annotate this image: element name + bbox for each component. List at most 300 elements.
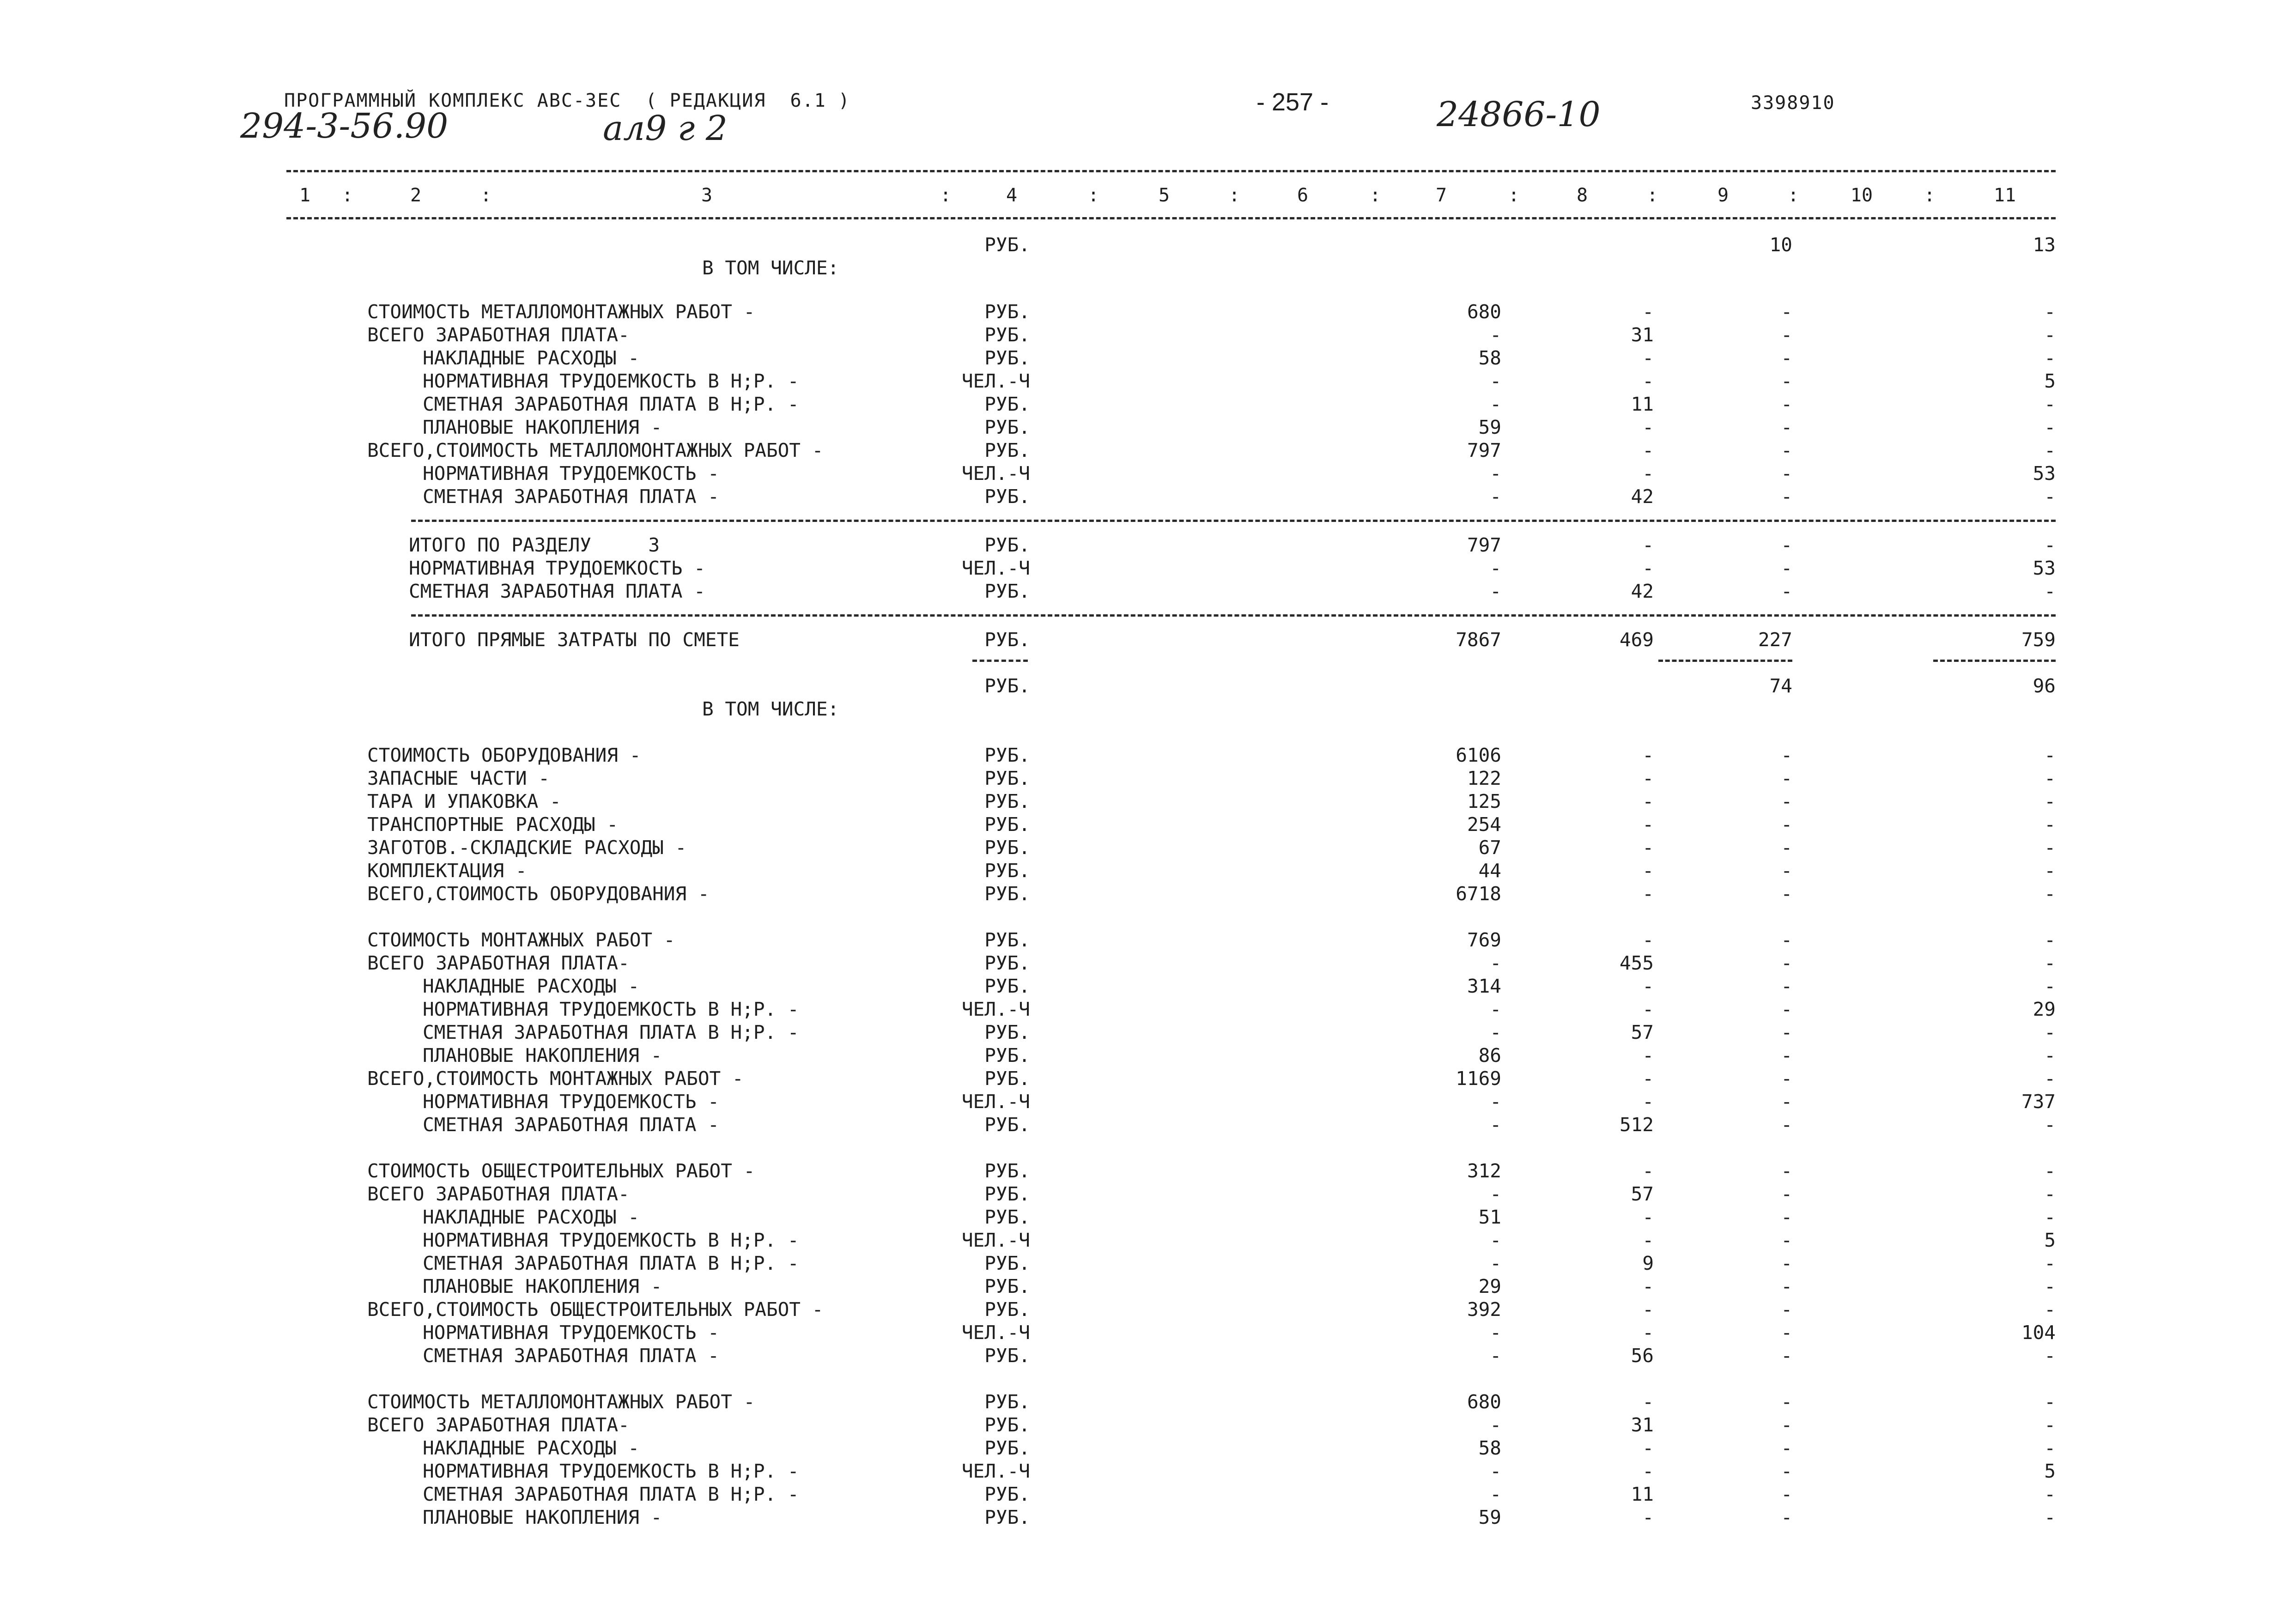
cell-col11: -	[2044, 1506, 2056, 1528]
row-unit: РУБ.	[984, 744, 1030, 766]
cell-col9: 74	[1769, 675, 1792, 697]
cell-col7: -	[1490, 1183, 1501, 1205]
row-label: СТОИМОСТЬ МЕТАЛЛОМОНТАЖНЫХ РАБОТ -	[367, 1391, 755, 1413]
row-label: ПЛАНОВЫЕ НАКОПЛЕНИЯ -	[423, 1506, 662, 1528]
cell-col9: -	[1781, 1160, 1792, 1182]
cell-col11: -	[2044, 1437, 2056, 1459]
cell-col11: 53	[2033, 557, 2056, 579]
cell-col9: 10	[1769, 234, 1792, 256]
cell-col8: -	[1642, 860, 1654, 882]
cell-col11: 104	[2021, 1321, 2056, 1344]
table-row	[0, 1344, 2294, 1367]
cell-col11: -	[2044, 1275, 2056, 1297]
table-row	[0, 557, 2294, 580]
table-row	[0, 1483, 2294, 1506]
col-number-1: 1	[299, 185, 311, 206]
cell-col7: 392	[1467, 1298, 1501, 1321]
row-label: ВСЕГО,СТОИМОСТЬ МОНТАЖНЫХ РАБОТ -	[367, 1067, 744, 1090]
row-label: ВСЕГО ЗАРАБОТНАЯ ПЛАТА-	[367, 952, 630, 974]
col9-underline	[1658, 660, 1792, 662]
cell-col7: -	[1490, 1114, 1501, 1136]
row-label: СМЕТНАЯ ЗАРАБОТНАЯ ПЛАТА -	[423, 1345, 719, 1367]
cell-col11: -	[2044, 485, 2056, 508]
row-label: НАКЛАДНЫЕ РАСХОДЫ -	[423, 1437, 639, 1459]
cell-col7: -	[1490, 580, 1501, 602]
cell-col9: -	[1781, 580, 1792, 602]
cell-col8: -	[1642, 1206, 1654, 1228]
cell-col11: -	[2044, 1067, 2056, 1090]
cell-col7: -	[1490, 324, 1501, 346]
col-sep: :	[1924, 185, 1936, 206]
cell-col11: 759	[2021, 629, 2056, 651]
cell-col8: -	[1642, 1067, 1654, 1090]
col-number-7: 7	[1435, 185, 1447, 206]
table-row	[0, 1460, 2294, 1483]
row-label: ПЛАНОВЫЕ НАКОПЛЕНИЯ -	[423, 1275, 662, 1297]
row-label: ТРАНСПОРТНЫЕ РАСХОДЫ -	[367, 813, 619, 836]
col-number-5: 5	[1158, 185, 1170, 206]
cell-col7: 44	[1478, 860, 1501, 882]
row-label: НАКЛАДНЫЕ РАСХОДЫ -	[423, 975, 639, 997]
row-label: ТАРА И УПАКОВКА -	[367, 790, 561, 812]
cell-col11: -	[2044, 1021, 2056, 1043]
cell-col11: -	[2044, 767, 2056, 789]
row-label: ВСЕГО,СТОИМОСТЬ МЕТАЛЛОМОНТАЖНЫХ РАБОТ -	[367, 439, 824, 461]
cell-col8: -	[1642, 1298, 1654, 1321]
row-label: НОРМАТИВНАЯ ТРУДОЕМКОСТЬ В Н;Р. -	[423, 1229, 799, 1251]
row-unit: ЧЕЛ.-Ч	[961, 1091, 1030, 1113]
col-number-8: 8	[1576, 185, 1588, 206]
cell-col8: 57	[1631, 1183, 1654, 1205]
cell-col7: -	[1490, 557, 1501, 579]
row-label: НОРМАТИВНАЯ ТРУДОЕМКОСТЬ В Н;Р. -	[423, 998, 799, 1020]
cell-col8: -	[1642, 301, 1654, 323]
table-row	[0, 836, 2294, 859]
table-row	[0, 323, 2294, 346]
cell-col9: -	[1781, 301, 1792, 323]
row-label: НАКЛАДНЫЕ РАСХОДЫ -	[423, 1206, 639, 1228]
cell-col9: -	[1781, 1229, 1792, 1251]
row-unit: РУБ.	[984, 1183, 1030, 1205]
table-row	[0, 1436, 2294, 1460]
cell-col7: 125	[1467, 790, 1501, 812]
cell-col9: -	[1781, 1044, 1792, 1067]
table-row	[0, 859, 2294, 882]
table-row	[0, 998, 2294, 1021]
cell-col8: -	[1642, 1229, 1654, 1251]
cell-col11: 737	[2021, 1091, 2056, 1113]
row-unit: РУБ.	[984, 301, 1030, 323]
cell-col9: -	[1781, 1437, 1792, 1459]
section-rule	[411, 520, 2056, 522]
row-unit: РУБ.	[984, 790, 1030, 812]
row-label: ИТОГО ПРЯМЫЕ ЗАТРАТЫ ПО СМЕТЕ	[409, 629, 740, 651]
cell-col7: -	[1490, 370, 1501, 392]
row-label: СТОИМОСТЬ ОБЩЕСТРОИТЕЛЬНЫХ РАБОТ -	[367, 1160, 755, 1182]
table-row	[0, 1229, 2294, 1252]
cell-col9: -	[1781, 1091, 1792, 1113]
row-unit: РУБ.	[984, 580, 1030, 602]
cell-col7: 7867	[1456, 629, 1501, 651]
row-unit: РУБ.	[984, 347, 1030, 369]
table-row	[0, 1275, 2294, 1298]
table-row	[0, 416, 2294, 439]
cell-col7: 59	[1478, 416, 1501, 438]
col-sep: :	[940, 185, 952, 206]
cell-col9: -	[1781, 462, 1792, 485]
program-header: ПРОГРАММНЫЙ КОМПЛЕКС АВС-ЗЕС ( РЕДАКЦИЯ 6.1 )	[284, 90, 850, 111]
cell-col7: 58	[1478, 347, 1501, 369]
table-row	[0, 1067, 2294, 1090]
table-row	[0, 1506, 2294, 1529]
header-rule-top	[286, 170, 2056, 172]
handwritten-album: ал9 г 2	[603, 109, 728, 148]
cell-col8: -	[1642, 1044, 1654, 1067]
cell-col9: -	[1781, 1483, 1792, 1505]
cell-col9: -	[1781, 1183, 1792, 1205]
table-row	[0, 1298, 2294, 1321]
row-unit: РУБ.	[984, 836, 1030, 859]
table-row	[0, 580, 2294, 603]
row-label: ИТОГО ПО РАЗДЕЛУ 3	[409, 534, 660, 556]
row-unit: ЧЕЛ.-Ч	[961, 462, 1030, 485]
row-unit: РУБ.	[984, 1044, 1030, 1067]
cell-col8: -	[1642, 836, 1654, 859]
cell-col7: 86	[1478, 1044, 1501, 1067]
col-sep: :	[1088, 185, 1099, 206]
cell-col8: -	[1642, 1506, 1654, 1528]
cell-col9: -	[1781, 836, 1792, 859]
cell-col8: 31	[1631, 324, 1654, 346]
cell-col7: -	[1490, 393, 1501, 415]
table-row	[0, 951, 2294, 975]
cell-col7: -	[1490, 1252, 1501, 1274]
cell-col8: 56	[1631, 1345, 1654, 1367]
row-unit: РУБ.	[984, 1206, 1030, 1228]
col-number-3: 3	[701, 185, 713, 206]
col-sep: :	[1788, 185, 1799, 206]
handwritten-doc-number: 24866-10	[1437, 95, 1601, 134]
table-row	[0, 393, 2294, 416]
cell-col9: -	[1781, 1321, 1792, 1344]
cell-col9: -	[1781, 557, 1792, 579]
table-row	[0, 1321, 2294, 1344]
table-row	[0, 370, 2294, 393]
row-unit: РУБ.	[984, 767, 1030, 789]
cell-col7: -	[1490, 1483, 1501, 1505]
cell-col11: 5	[2044, 370, 2056, 392]
row-label: ЗАГОТОВ.-СКЛАДСКИЕ РАСХОДЫ -	[367, 836, 687, 859]
cell-col11: -	[2044, 1252, 2056, 1274]
page-number: - 257 -	[1256, 88, 1329, 116]
cell-col9: -	[1781, 998, 1792, 1020]
row-label: СМЕТНАЯ ЗАРАБОТНАЯ ПЛАТА -	[409, 580, 705, 602]
row-unit: РУБ.	[984, 1345, 1030, 1367]
cell-col7: -	[1490, 1091, 1501, 1113]
table-row	[0, 256, 2294, 279]
row-label: СМЕТНАЯ ЗАРАБОТНАЯ ПЛАТА В Н;Р. -	[423, 1252, 799, 1274]
row-label: НОРМАТИВНАЯ ТРУДОЕМКОСТЬ -	[409, 557, 705, 579]
cell-col7: 797	[1467, 439, 1501, 461]
cell-col7: 314	[1467, 975, 1501, 997]
row-label: ПЛАНОВЫЕ НАКОПЛЕНИЯ -	[423, 416, 662, 438]
row-label: НОРМАТИВНАЯ ТРУДОЕМКОСТЬ -	[423, 1091, 719, 1113]
cell-col9: -	[1781, 1506, 1792, 1528]
cell-col8: -	[1642, 998, 1654, 1020]
cell-col9: -	[1781, 952, 1792, 974]
row-unit: ЧЕЛ.-Ч	[961, 370, 1030, 392]
table-row	[0, 790, 2294, 813]
row-label: СМЕТНАЯ ЗАРАБОТНАЯ ПЛАТА -	[423, 485, 719, 508]
cell-col9: -	[1781, 439, 1792, 461]
col-sep: :	[1370, 185, 1381, 206]
row-unit: РУБ.	[984, 234, 1030, 256]
cell-col8: -	[1642, 534, 1654, 556]
cell-col11: 5	[2044, 1460, 2056, 1482]
row-unit: РУБ.	[984, 1067, 1030, 1090]
cell-col8: -	[1642, 767, 1654, 789]
cell-col11: -	[2044, 1483, 2056, 1505]
table-row	[0, 1206, 2294, 1229]
row-unit: ЧЕЛ.-Ч	[961, 998, 1030, 1020]
cell-col11: 29	[2033, 998, 2056, 1020]
table-row	[0, 1090, 2294, 1113]
cell-col7: 769	[1467, 929, 1501, 951]
row-unit: РУБ.	[984, 860, 1030, 882]
handwritten-project-code: 294-3-56.90	[240, 106, 449, 146]
cell-col7: -	[1490, 485, 1501, 508]
row-unit: РУБ.	[984, 1391, 1030, 1413]
table-row	[0, 439, 2294, 462]
cell-col7: 6718	[1456, 883, 1501, 905]
table-row	[0, 767, 2294, 790]
cell-col9: -	[1781, 534, 1792, 556]
table-row	[0, 533, 2294, 557]
section-rule	[411, 614, 2056, 617]
table-row	[0, 1044, 2294, 1067]
cell-col8: -	[1642, 416, 1654, 438]
cell-col8: -	[1642, 462, 1654, 485]
cell-col7: -	[1490, 1414, 1501, 1436]
cell-col11: -	[2044, 929, 2056, 951]
cell-col8: -	[1642, 1391, 1654, 1413]
cell-col11: 13	[2033, 234, 2056, 256]
cell-col8: -	[1642, 975, 1654, 997]
cell-col9: -	[1781, 347, 1792, 369]
row-unit: РУБ.	[984, 813, 1030, 836]
col-number-4: 4	[1006, 185, 1018, 206]
col-number-9: 9	[1717, 185, 1729, 206]
cell-col7: 29	[1478, 1275, 1501, 1297]
cell-col9: -	[1781, 813, 1792, 836]
cell-col11: -	[2044, 1391, 2056, 1413]
cell-col9: -	[1781, 1252, 1792, 1274]
cell-col8: -	[1642, 1091, 1654, 1113]
cell-col7: 680	[1467, 1391, 1501, 1413]
cell-col8: 469	[1619, 629, 1654, 651]
cell-col8: -	[1642, 347, 1654, 369]
cell-col8: 455	[1619, 952, 1654, 974]
row-unit: РУБ.	[984, 1114, 1030, 1136]
cell-col8: 42	[1631, 485, 1654, 508]
table-row	[0, 697, 2294, 721]
row-unit: РУБ.	[984, 629, 1030, 651]
cell-col11: -	[2044, 439, 2056, 461]
col11-underline	[1933, 660, 2056, 662]
row-label: СМЕТНАЯ ЗАРАБОТНАЯ ПЛАТА В Н;Р. -	[423, 1021, 799, 1043]
stamp-number: 3398910	[1751, 92, 1835, 114]
cell-col11: -	[2044, 836, 2056, 859]
row-unit: РУБ.	[984, 1021, 1030, 1043]
cell-col9: -	[1781, 324, 1792, 346]
cell-col11: -	[2044, 301, 2056, 323]
cell-col7: 59	[1478, 1506, 1501, 1528]
cell-col11: -	[2044, 1414, 2056, 1436]
cell-col8: 42	[1631, 580, 1654, 602]
cell-col7: 254	[1467, 813, 1501, 836]
col-number-10: 10	[1850, 185, 1873, 206]
cell-col11: -	[2044, 1044, 2056, 1067]
row-label: ВСЕГО ЗАРАБОТНАЯ ПЛАТА-	[367, 1183, 630, 1205]
table-row	[0, 485, 2294, 508]
row-unit: РУБ.	[984, 534, 1030, 556]
col-sep: :	[480, 185, 492, 206]
row-unit: РУБ.	[984, 416, 1030, 438]
cell-col7: -	[1490, 1460, 1501, 1482]
row-unit: РУБ.	[984, 1414, 1030, 1436]
cell-col11: -	[2044, 952, 2056, 974]
row-label: ВСЕГО ЗАРАБОТНАЯ ПЛАТА-	[367, 1414, 630, 1436]
cell-col8: -	[1642, 1160, 1654, 1182]
table-row	[0, 1252, 2294, 1275]
cell-col7: 1169	[1456, 1067, 1501, 1090]
cell-col8: 9	[1642, 1252, 1654, 1274]
cell-col8: -	[1642, 790, 1654, 812]
cell-col7: 6106	[1456, 744, 1501, 766]
table-row	[0, 300, 2294, 323]
cell-col8: -	[1642, 813, 1654, 836]
cell-col11: -	[2044, 790, 2056, 812]
row-label: В ТОМ ЧИСЛЕ:	[702, 698, 839, 720]
table-row	[0, 813, 2294, 836]
cell-col9: -	[1781, 1414, 1792, 1436]
table-row	[0, 346, 2294, 370]
cell-col9: -	[1781, 1275, 1792, 1297]
table-row	[0, 1113, 2294, 1136]
cell-col8: 57	[1631, 1021, 1654, 1043]
cell-col9: -	[1781, 1345, 1792, 1367]
cell-col9: -	[1781, 1114, 1792, 1136]
col-number-11: 11	[1993, 185, 2016, 206]
row-unit: РУБ.	[984, 1483, 1030, 1505]
cell-col8: -	[1642, 744, 1654, 766]
cell-col8: -	[1642, 1437, 1654, 1459]
cell-col7: 51	[1478, 1206, 1501, 1228]
cell-col8: -	[1642, 1321, 1654, 1344]
unit-underline	[972, 660, 1028, 662]
row-unit: РУБ.	[984, 952, 1030, 974]
table-row	[0, 1182, 2294, 1206]
cell-col9: -	[1781, 929, 1792, 951]
cell-col8: -	[1642, 370, 1654, 392]
table-row	[0, 233, 2294, 256]
cell-col9: -	[1781, 1460, 1792, 1482]
row-label: НОРМАТИВНАЯ ТРУДОЕМКОСТЬ -	[423, 1321, 719, 1344]
cell-col9: -	[1781, 416, 1792, 438]
cell-col8: 31	[1631, 1414, 1654, 1436]
cell-col9: -	[1781, 1391, 1792, 1413]
row-label: НОРМАТИВНАЯ ТРУДОЕМКОСТЬ В Н;Р. -	[423, 1460, 799, 1482]
cell-col7: 797	[1467, 534, 1501, 556]
row-unit: ЧЕЛ.-Ч	[961, 1321, 1030, 1344]
cell-col7: -	[1490, 462, 1501, 485]
cell-col11: -	[2044, 393, 2056, 415]
cell-col11: -	[2044, 1160, 2056, 1182]
row-unit: РУБ.	[984, 1160, 1030, 1182]
row-unit: РУБ.	[984, 1298, 1030, 1321]
row-unit: РУБ.	[984, 675, 1030, 697]
cell-col11: -	[2044, 1298, 2056, 1321]
table-row	[0, 628, 2294, 651]
row-label: ВСЕГО ЗАРАБОТНАЯ ПЛАТА-	[367, 324, 630, 346]
cell-col11: -	[2044, 883, 2056, 905]
row-label: СМЕТНАЯ ЗАРАБОТНАЯ ПЛАТА В Н;Р. -	[423, 1483, 799, 1505]
cell-col11: -	[2044, 1206, 2056, 1228]
table-row	[0, 462, 2294, 485]
row-unit: РУБ.	[984, 929, 1030, 951]
row-label: СТОИМОСТЬ МЕТАЛЛОМОНТАЖНЫХ РАБОТ -	[367, 301, 755, 323]
cell-col7: -	[1490, 998, 1501, 1020]
cell-col8: -	[1642, 557, 1654, 579]
row-unit: РУБ.	[984, 1275, 1030, 1297]
cell-col11: 5	[2044, 1229, 2056, 1251]
cell-col7: 122	[1467, 767, 1501, 789]
cell-col8: -	[1642, 1275, 1654, 1297]
cell-col11: -	[2044, 1114, 2056, 1136]
row-unit: РУБ.	[984, 324, 1030, 346]
table-row	[0, 975, 2294, 998]
cell-col11: -	[2044, 347, 2056, 369]
header-rule-bottom	[286, 217, 2056, 219]
row-unit: РУБ.	[984, 485, 1030, 508]
row-label: СТОИМОСТЬ МОНТАЖНЫХ РАБОТ -	[367, 929, 675, 951]
row-label: НОРМАТИВНАЯ ТРУДОЕМКОСТЬ В Н;Р. -	[423, 370, 799, 392]
cell-col9: -	[1781, 975, 1792, 997]
cell-col11: -	[2044, 416, 2056, 438]
table-row	[0, 882, 2294, 905]
row-label: НАКЛАДНЫЕ РАСХОДЫ -	[423, 347, 639, 369]
cell-col7: 58	[1478, 1437, 1501, 1459]
table-row	[0, 928, 2294, 951]
table-row	[0, 1021, 2294, 1044]
cell-col7: 67	[1478, 836, 1501, 859]
cell-col7: -	[1490, 1021, 1501, 1043]
cell-col11: -	[2044, 580, 2056, 602]
cell-col9: -	[1781, 860, 1792, 882]
cell-col9: -	[1781, 744, 1792, 766]
cell-col9: -	[1781, 883, 1792, 905]
col-sep: :	[342, 185, 353, 206]
cell-col8: 11	[1631, 393, 1654, 415]
cell-col11: -	[2044, 860, 2056, 882]
col-number-2: 2	[410, 185, 422, 206]
cell-col8: -	[1642, 929, 1654, 951]
row-label: КОМПЛЕКТАЦИЯ -	[367, 860, 527, 882]
row-unit: РУБ.	[984, 883, 1030, 905]
cell-col11: -	[2044, 1345, 2056, 1367]
cell-col9: -	[1781, 370, 1792, 392]
row-unit: РУБ.	[984, 439, 1030, 461]
